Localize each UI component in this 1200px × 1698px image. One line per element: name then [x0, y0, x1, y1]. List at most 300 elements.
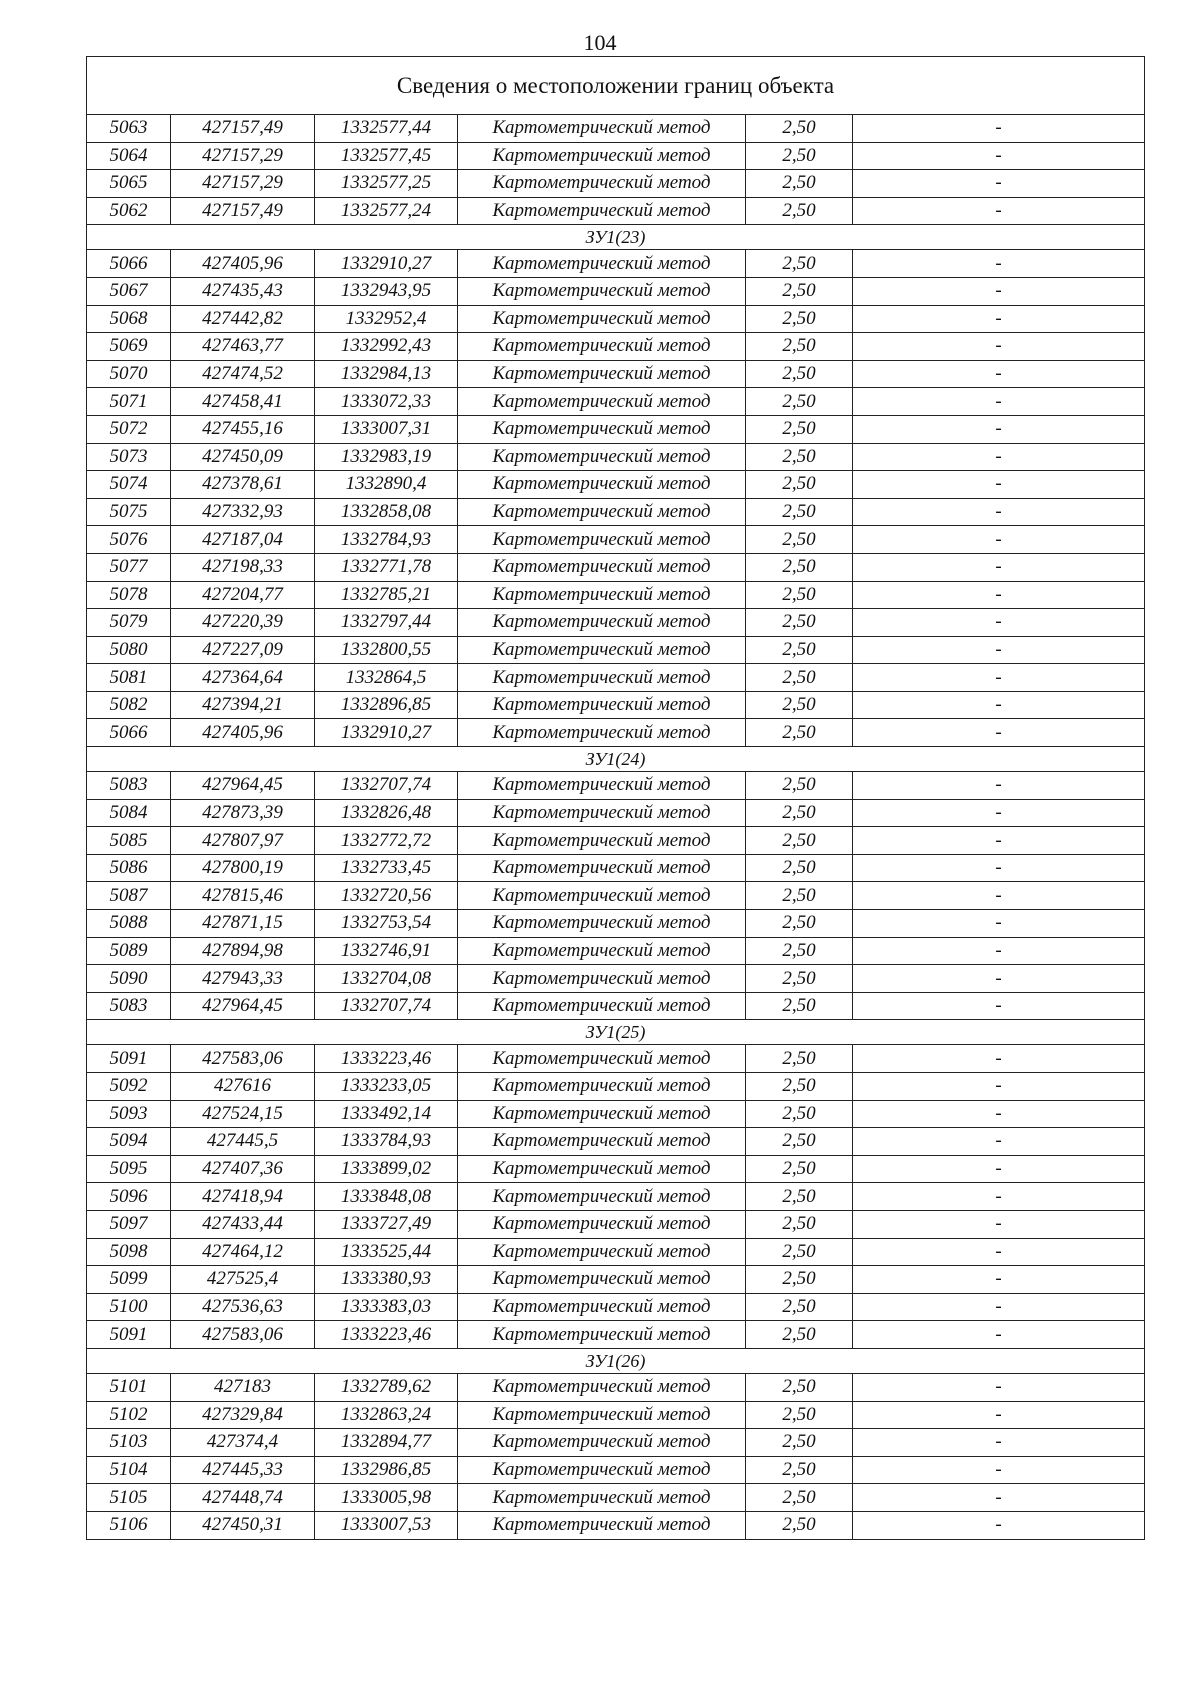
- table-row: [87, 1183, 1145, 1211]
- description-cell: -: [853, 1456, 1145, 1484]
- y-coordinate-cell: 1332983,19: [315, 443, 458, 471]
- accuracy-cell: 2,50: [746, 719, 853, 747]
- accuracy-cell: 2,50: [746, 333, 853, 361]
- accuracy-cell: 2,50: [746, 1456, 853, 1484]
- y-coordinate-cell: 1332746,91: [315, 937, 458, 965]
- accuracy-cell: 2,50: [746, 937, 853, 965]
- point-number-cell: 5072: [87, 415, 171, 443]
- accuracy-cell: 2,50: [746, 277, 853, 305]
- point-number-cell: 5094: [87, 1128, 171, 1156]
- description-cell: -: [853, 1210, 1145, 1238]
- method-cell: Картометрический метод: [458, 170, 746, 198]
- method-cell: Картометрический метод: [458, 197, 746, 225]
- x-coordinate-cell: 427524,15: [171, 1100, 315, 1128]
- table-row: [87, 1321, 1145, 1349]
- y-coordinate-cell: 1333383,03: [315, 1293, 458, 1321]
- method-cell: Картометрический метод: [458, 965, 746, 993]
- accuracy-cell: 2,50: [746, 197, 853, 225]
- accuracy-cell: 2,50: [746, 1484, 853, 1512]
- x-coordinate-cell: 427157,49: [171, 115, 315, 143]
- x-coordinate-cell: 427894,98: [171, 937, 315, 965]
- point-number-cell: 5068: [87, 305, 171, 333]
- y-coordinate-cell: 1332772,72: [315, 827, 458, 855]
- method-cell: Картометрический метод: [458, 1128, 746, 1156]
- x-coordinate-cell: 427463,77: [171, 333, 315, 361]
- method-cell: Картометрический метод: [458, 250, 746, 278]
- x-coordinate-cell: 427450,09: [171, 443, 315, 471]
- table-body: [87, 57, 1145, 1540]
- table-row: [87, 609, 1145, 637]
- point-number-cell: 5066: [87, 250, 171, 278]
- section-label: ЗУ1(25): [87, 1020, 1145, 1045]
- y-coordinate-cell: 1333005,98: [315, 1484, 458, 1512]
- table-row: [87, 691, 1145, 719]
- accuracy-cell: 2,50: [746, 388, 853, 416]
- section-label: ЗУ1(23): [87, 225, 1145, 250]
- accuracy-cell: 2,50: [746, 691, 853, 719]
- point-number-cell: 5098: [87, 1238, 171, 1266]
- point-number-cell: 5070: [87, 360, 171, 388]
- point-number-cell: 5084: [87, 799, 171, 827]
- description-cell: -: [853, 526, 1145, 554]
- point-number-cell: 5069: [87, 333, 171, 361]
- point-number-cell: 5085: [87, 827, 171, 855]
- point-number-cell: 5081: [87, 664, 171, 692]
- accuracy-cell: 2,50: [746, 553, 853, 581]
- x-coordinate-cell: 427378,61: [171, 471, 315, 499]
- description-cell: -: [853, 1238, 1145, 1266]
- section-label-row: [87, 225, 1145, 250]
- description-cell: -: [853, 882, 1145, 910]
- point-number-cell: 5074: [87, 471, 171, 499]
- x-coordinate-cell: 427445,5: [171, 1128, 315, 1156]
- method-cell: Картометрический метод: [458, 827, 746, 855]
- point-number-cell: 5083: [87, 772, 171, 800]
- description-cell: -: [853, 1183, 1145, 1211]
- point-number-cell: 5077: [87, 553, 171, 581]
- method-cell: Картометрический метод: [458, 609, 746, 637]
- point-number-cell: 5083: [87, 992, 171, 1020]
- table-row: [87, 415, 1145, 443]
- description-cell: -: [853, 1155, 1145, 1183]
- description-cell: -: [853, 965, 1145, 993]
- method-cell: Картометрический метод: [458, 1373, 746, 1401]
- page-number: 104: [583, 30, 617, 55]
- table-row: [87, 1100, 1145, 1128]
- x-coordinate-cell: 427418,94: [171, 1183, 315, 1211]
- x-coordinate-cell: 427815,46: [171, 882, 315, 910]
- table-row: [87, 937, 1145, 965]
- description-cell: -: [853, 415, 1145, 443]
- description-cell: -: [853, 1100, 1145, 1128]
- accuracy-cell: 2,50: [746, 772, 853, 800]
- description-cell: -: [853, 305, 1145, 333]
- x-coordinate-cell: 427198,33: [171, 553, 315, 581]
- y-coordinate-cell: 1333223,46: [315, 1045, 458, 1073]
- method-cell: Картометрический метод: [458, 937, 746, 965]
- boundary-coordinates-table: [86, 56, 1145, 1540]
- method-cell: Картометрический метод: [458, 882, 746, 910]
- y-coordinate-cell: 1332771,78: [315, 553, 458, 581]
- description-cell: -: [853, 581, 1145, 609]
- x-coordinate-cell: 427583,06: [171, 1045, 315, 1073]
- method-cell: Картометрический метод: [458, 1100, 746, 1128]
- y-coordinate-cell: 1332826,48: [315, 799, 458, 827]
- table-row: [87, 1045, 1145, 1073]
- table-title-row: [87, 57, 1145, 115]
- y-coordinate-cell: 1333784,93: [315, 1128, 458, 1156]
- section-label: ЗУ1(26): [87, 1348, 1145, 1373]
- table-row: [87, 854, 1145, 882]
- method-cell: Картометрический метод: [458, 443, 746, 471]
- accuracy-cell: 2,50: [746, 854, 853, 882]
- description-cell: -: [853, 1266, 1145, 1294]
- description-cell: -: [853, 388, 1145, 416]
- method-cell: Картометрический метод: [458, 1210, 746, 1238]
- table-row: [87, 305, 1145, 333]
- table-row: [87, 388, 1145, 416]
- x-coordinate-cell: 427536,63: [171, 1293, 315, 1321]
- method-cell: Картометрический метод: [458, 854, 746, 882]
- method-cell: Картометрический метод: [458, 1293, 746, 1321]
- table-row: [87, 333, 1145, 361]
- point-number-cell: 5105: [87, 1484, 171, 1512]
- description-cell: -: [853, 1429, 1145, 1457]
- accuracy-cell: 2,50: [746, 526, 853, 554]
- accuracy-cell: 2,50: [746, 1511, 853, 1539]
- method-cell: Картометрический метод: [458, 553, 746, 581]
- y-coordinate-cell: 1332789,62: [315, 1373, 458, 1401]
- table-title: Сведения о местоположении границ объекта: [87, 57, 1145, 115]
- point-number-cell: 5103: [87, 1429, 171, 1457]
- y-coordinate-cell: 1333007,53: [315, 1511, 458, 1539]
- x-coordinate-cell: 427800,19: [171, 854, 315, 882]
- description-cell: -: [853, 609, 1145, 637]
- description-cell: -: [853, 197, 1145, 225]
- x-coordinate-cell: 427871,15: [171, 910, 315, 938]
- y-coordinate-cell: 1332577,44: [315, 115, 458, 143]
- y-coordinate-cell: 1333492,14: [315, 1100, 458, 1128]
- description-cell: -: [853, 1128, 1145, 1156]
- table-row: [87, 772, 1145, 800]
- description-cell: -: [853, 910, 1145, 938]
- method-cell: Картометрический метод: [458, 1321, 746, 1349]
- table-row: [87, 142, 1145, 170]
- section-label-row: [87, 1348, 1145, 1373]
- table-row: [87, 799, 1145, 827]
- accuracy-cell: 2,50: [746, 827, 853, 855]
- description-cell: -: [853, 691, 1145, 719]
- point-number-cell: 5078: [87, 581, 171, 609]
- y-coordinate-cell: 1332720,56: [315, 882, 458, 910]
- table-row: [87, 277, 1145, 305]
- x-coordinate-cell: 427448,74: [171, 1484, 315, 1512]
- y-coordinate-cell: 1332577,24: [315, 197, 458, 225]
- point-number-cell: 5089: [87, 937, 171, 965]
- x-coordinate-cell: 427157,29: [171, 142, 315, 170]
- method-cell: Картометрический метод: [458, 142, 746, 170]
- method-cell: Картометрический метод: [458, 691, 746, 719]
- description-cell: -: [853, 1321, 1145, 1349]
- y-coordinate-cell: 1332864,5: [315, 664, 458, 692]
- method-cell: Картометрический метод: [458, 992, 746, 1020]
- y-coordinate-cell: 1332707,74: [315, 992, 458, 1020]
- method-cell: Картометрический метод: [458, 115, 746, 143]
- y-coordinate-cell: 1333233,05: [315, 1073, 458, 1101]
- point-number-cell: 5096: [87, 1183, 171, 1211]
- accuracy-cell: 2,50: [746, 799, 853, 827]
- x-coordinate-cell: 427157,29: [171, 170, 315, 198]
- point-number-cell: 5095: [87, 1155, 171, 1183]
- point-number-cell: 5079: [87, 609, 171, 637]
- table-row: [87, 1238, 1145, 1266]
- y-coordinate-cell: 1333072,33: [315, 388, 458, 416]
- table-row: [87, 1484, 1145, 1512]
- accuracy-cell: 2,50: [746, 443, 853, 471]
- y-coordinate-cell: 1332800,55: [315, 636, 458, 664]
- x-coordinate-cell: 427525,4: [171, 1266, 315, 1294]
- y-coordinate-cell: 1333848,08: [315, 1183, 458, 1211]
- x-coordinate-cell: 427220,39: [171, 609, 315, 637]
- description-cell: -: [853, 142, 1145, 170]
- point-number-cell: 5076: [87, 526, 171, 554]
- point-number-cell: 5088: [87, 910, 171, 938]
- table-row: [87, 992, 1145, 1020]
- table-row: [87, 1373, 1145, 1401]
- section-label: ЗУ1(24): [87, 747, 1145, 772]
- x-coordinate-cell: 427474,52: [171, 360, 315, 388]
- x-coordinate-cell: 427943,33: [171, 965, 315, 993]
- accuracy-cell: 2,50: [746, 305, 853, 333]
- point-number-cell: 5106: [87, 1511, 171, 1539]
- y-coordinate-cell: 1332785,21: [315, 581, 458, 609]
- method-cell: Картометрический метод: [458, 1401, 746, 1429]
- accuracy-cell: 2,50: [746, 1266, 853, 1294]
- description-cell: -: [853, 360, 1145, 388]
- description-cell: -: [853, 1073, 1145, 1101]
- method-cell: Картометрический метод: [458, 333, 746, 361]
- accuracy-cell: 2,50: [746, 1210, 853, 1238]
- accuracy-cell: 2,50: [746, 250, 853, 278]
- x-coordinate-cell: 427364,64: [171, 664, 315, 692]
- x-coordinate-cell: 427807,97: [171, 827, 315, 855]
- y-coordinate-cell: 1332952,4: [315, 305, 458, 333]
- table-row: [87, 882, 1145, 910]
- method-cell: Картометрический метод: [458, 1155, 746, 1183]
- table-row: [87, 170, 1145, 198]
- point-number-cell: 5063: [87, 115, 171, 143]
- method-cell: Картометрический метод: [458, 772, 746, 800]
- table-row: [87, 1266, 1145, 1294]
- table-row: [87, 1128, 1145, 1156]
- description-cell: -: [853, 443, 1145, 471]
- description-cell: -: [853, 1045, 1145, 1073]
- method-cell: Картометрический метод: [458, 360, 746, 388]
- table-row: [87, 827, 1145, 855]
- description-cell: -: [853, 772, 1145, 800]
- table-row: [87, 526, 1145, 554]
- method-cell: Картометрический метод: [458, 305, 746, 333]
- accuracy-cell: 2,50: [746, 170, 853, 198]
- x-coordinate-cell: 427204,77: [171, 581, 315, 609]
- point-number-cell: 5102: [87, 1401, 171, 1429]
- accuracy-cell: 2,50: [746, 471, 853, 499]
- point-number-cell: 5101: [87, 1373, 171, 1401]
- table-row: [87, 965, 1145, 993]
- accuracy-cell: 2,50: [746, 1373, 853, 1401]
- method-cell: Картометрический метод: [458, 581, 746, 609]
- method-cell: Картометрический метод: [458, 526, 746, 554]
- table-row: [87, 250, 1145, 278]
- table-row: [87, 197, 1145, 225]
- x-coordinate-cell: 427374,4: [171, 1429, 315, 1457]
- accuracy-cell: 2,50: [746, 415, 853, 443]
- point-number-cell: 5065: [87, 170, 171, 198]
- method-cell: Картометрический метод: [458, 910, 746, 938]
- x-coordinate-cell: 427583,06: [171, 1321, 315, 1349]
- method-cell: Картометрический метод: [458, 388, 746, 416]
- description-cell: -: [853, 553, 1145, 581]
- point-number-cell: 5073: [87, 443, 171, 471]
- table-row: [87, 1401, 1145, 1429]
- method-cell: Картометрический метод: [458, 1429, 746, 1457]
- description-cell: -: [853, 498, 1145, 526]
- x-coordinate-cell: 427405,96: [171, 250, 315, 278]
- description-cell: -: [853, 719, 1145, 747]
- point-number-cell: 5062: [87, 197, 171, 225]
- method-cell: Картометрический метод: [458, 636, 746, 664]
- description-cell: -: [853, 250, 1145, 278]
- point-number-cell: 5104: [87, 1456, 171, 1484]
- table-row: [87, 910, 1145, 938]
- point-number-cell: 5091: [87, 1045, 171, 1073]
- method-cell: Картометрический метод: [458, 415, 746, 443]
- table-row: [87, 719, 1145, 747]
- accuracy-cell: 2,50: [746, 1100, 853, 1128]
- accuracy-cell: 2,50: [746, 636, 853, 664]
- y-coordinate-cell: 1333525,44: [315, 1238, 458, 1266]
- description-cell: -: [853, 170, 1145, 198]
- y-coordinate-cell: 1332890,4: [315, 471, 458, 499]
- method-cell: Картометрический метод: [458, 277, 746, 305]
- point-number-cell: 5080: [87, 636, 171, 664]
- table-row: [87, 664, 1145, 692]
- description-cell: -: [853, 854, 1145, 882]
- method-cell: Картометрический метод: [458, 719, 746, 747]
- y-coordinate-cell: 1332910,27: [315, 719, 458, 747]
- x-coordinate-cell: 427964,45: [171, 992, 315, 1020]
- accuracy-cell: 2,50: [746, 1238, 853, 1266]
- description-cell: -: [853, 992, 1145, 1020]
- accuracy-cell: 2,50: [746, 609, 853, 637]
- x-coordinate-cell: 427435,43: [171, 277, 315, 305]
- y-coordinate-cell: 1332784,93: [315, 526, 458, 554]
- point-number-cell: 5071: [87, 388, 171, 416]
- table-row: [87, 360, 1145, 388]
- y-coordinate-cell: 1333007,31: [315, 415, 458, 443]
- y-coordinate-cell: 1333223,46: [315, 1321, 458, 1349]
- description-cell: -: [853, 333, 1145, 361]
- accuracy-cell: 2,50: [746, 115, 853, 143]
- x-coordinate-cell: 427455,16: [171, 415, 315, 443]
- table-row: [87, 1293, 1145, 1321]
- accuracy-cell: 2,50: [746, 882, 853, 910]
- y-coordinate-cell: 1332704,08: [315, 965, 458, 993]
- point-number-cell: 5066: [87, 719, 171, 747]
- accuracy-cell: 2,50: [746, 1155, 853, 1183]
- accuracy-cell: 2,50: [746, 965, 853, 993]
- y-coordinate-cell: 1332577,25: [315, 170, 458, 198]
- table-row: [87, 471, 1145, 499]
- x-coordinate-cell: 427407,36: [171, 1155, 315, 1183]
- accuracy-cell: 2,50: [746, 1073, 853, 1101]
- table-row: [87, 498, 1145, 526]
- description-cell: -: [853, 471, 1145, 499]
- description-cell: -: [853, 937, 1145, 965]
- y-coordinate-cell: 1332992,43: [315, 333, 458, 361]
- point-number-cell: 5100: [87, 1293, 171, 1321]
- y-coordinate-cell: 1332986,85: [315, 1456, 458, 1484]
- y-coordinate-cell: 1333899,02: [315, 1155, 458, 1183]
- y-coordinate-cell: 1332984,13: [315, 360, 458, 388]
- x-coordinate-cell: 427405,96: [171, 719, 315, 747]
- point-number-cell: 5067: [87, 277, 171, 305]
- table-row: [87, 1155, 1145, 1183]
- accuracy-cell: 2,50: [746, 581, 853, 609]
- method-cell: Картометрический метод: [458, 471, 746, 499]
- description-cell: -: [853, 277, 1145, 305]
- description-cell: -: [853, 1293, 1145, 1321]
- method-cell: Картометрический метод: [458, 1045, 746, 1073]
- y-coordinate-cell: 1332858,08: [315, 498, 458, 526]
- method-cell: Картометрический метод: [458, 1238, 746, 1266]
- section-label-row: [87, 1020, 1145, 1045]
- point-number-cell: 5092: [87, 1073, 171, 1101]
- accuracy-cell: 2,50: [746, 1401, 853, 1429]
- x-coordinate-cell: 427442,82: [171, 305, 315, 333]
- table-row: [87, 1511, 1145, 1539]
- method-cell: Картометрический метод: [458, 664, 746, 692]
- point-number-cell: 5097: [87, 1210, 171, 1238]
- table-row: [87, 553, 1145, 581]
- point-number-cell: 5086: [87, 854, 171, 882]
- y-coordinate-cell: 1332797,44: [315, 609, 458, 637]
- y-coordinate-cell: 1332753,54: [315, 910, 458, 938]
- point-number-cell: 5091: [87, 1321, 171, 1349]
- table-row: [87, 1073, 1145, 1101]
- table-row: [87, 1429, 1145, 1457]
- accuracy-cell: 2,50: [746, 1128, 853, 1156]
- description-cell: -: [853, 827, 1145, 855]
- description-cell: -: [853, 1484, 1145, 1512]
- y-coordinate-cell: 1333380,93: [315, 1266, 458, 1294]
- table-row: [87, 581, 1145, 609]
- x-coordinate-cell: 427433,44: [171, 1210, 315, 1238]
- accuracy-cell: 2,50: [746, 1183, 853, 1211]
- description-cell: -: [853, 115, 1145, 143]
- x-coordinate-cell: 427964,45: [171, 772, 315, 800]
- accuracy-cell: 2,50: [746, 1429, 853, 1457]
- x-coordinate-cell: 427458,41: [171, 388, 315, 416]
- point-number-cell: 5075: [87, 498, 171, 526]
- table-row: [87, 115, 1145, 143]
- table-row: [87, 636, 1145, 664]
- method-cell: Картометрический метод: [458, 1511, 746, 1539]
- y-coordinate-cell: 1332896,85: [315, 691, 458, 719]
- method-cell: Картометрический метод: [458, 1073, 746, 1101]
- x-coordinate-cell: 427227,09: [171, 636, 315, 664]
- point-number-cell: 5090: [87, 965, 171, 993]
